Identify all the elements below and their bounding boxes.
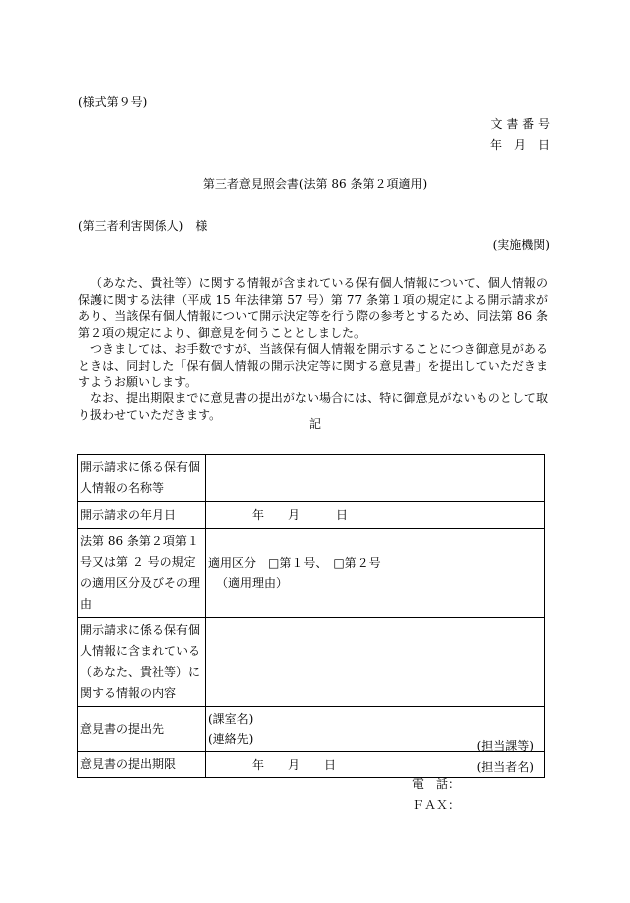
body-paragraph-2: つきましては、お手数ですが、当該保有個人情報を開示することにつき御意見があるときは、同封した「保有個人情報の開示決定等に関する意見書」を提出していただきますようお願いします。 — [78, 342, 548, 389]
section-name: (課室名) — [208, 712, 254, 726]
form-number: (様式第９号) — [78, 95, 148, 109]
info-content-label: 開示請求に係る保有個人情報に含まれている（あなた、貴社等）に関する情報の内容 — [78, 618, 206, 707]
responsible-section: (担当課等) — [476, 739, 534, 753]
category-options: 適用区分 □第１号、 □第２号 — [208, 556, 381, 570]
requested-info-name-label: 開示請求に係る保有個人情報の名称等 — [78, 455, 206, 502]
document-number-label: 文 書 番 号 — [490, 117, 550, 131]
submission-destination-label: 意見書の提出先 — [78, 707, 206, 752]
agency-label: (実施機関) — [492, 238, 550, 252]
requested-info-name-value — [206, 455, 545, 502]
table-row — [78, 455, 545, 502]
date-line: 年 月 日 — [489, 138, 550, 152]
document-title: 第三者意見照会書(法第 86 条第２項適用) — [202, 177, 428, 191]
request-date-label: 開示請求の年月日 — [78, 502, 206, 529]
table-row — [78, 707, 545, 752]
table-row — [78, 529, 545, 618]
request-date-value: 年 月 日 — [206, 502, 545, 529]
applicable-category-label: 法第 86 条第２項第１号又は第 ２ 号の規定の適用区分及びその理由 — [78, 529, 206, 618]
ki-heading: 記 — [308, 417, 321, 431]
body-paragraph-1: （あなた、貴社等）に関する情報が含まれている保有個人情報について、個人情報の保護に関する法律（平成 15 年法律第 57 号）第 77 条第１項の規定による開示請求があり、当該保有個人情報について開示決定等を行う際の参考とするため、同法第 86 条第２項の規定により、御意見を伺うこととしました。 — [78, 276, 548, 340]
body-paragraph-3: なお、提出期限までに意見書の提出がない場合には、特に御意見がないものとして取り扱わせていただきます。 — [78, 391, 548, 422]
inquiry-table — [77, 454, 545, 778]
applicable-reason: （適用理由） — [216, 576, 289, 590]
table-row — [78, 502, 545, 529]
info-content-value — [206, 618, 545, 707]
phone-label: 電 話： — [412, 777, 461, 791]
table-row — [78, 752, 545, 778]
fax-label: ＦＡＸ： — [412, 798, 461, 812]
applicable-category-value — [206, 529, 545, 618]
table-row — [78, 618, 545, 707]
responsible-person: (担当者名) — [476, 760, 534, 774]
submission-deadline-value: 年 月 日 — [206, 752, 545, 778]
recipient-line: (第三者利害関係人) 様 — [78, 219, 208, 233]
contact-info: (連絡先) — [208, 732, 254, 746]
submission-deadline-label: 意見書の提出期限 — [78, 752, 206, 778]
